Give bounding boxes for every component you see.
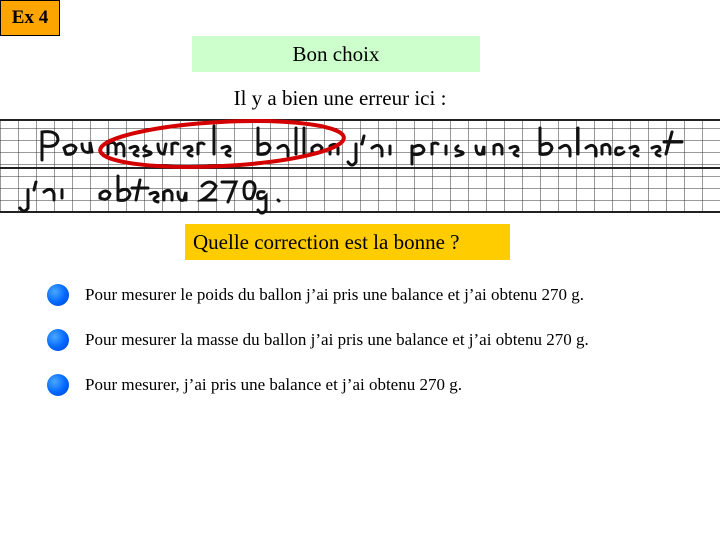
answer-option-2[interactable]: [47, 328, 707, 352]
answer-option-label: Pour mesurer la masse du ballon j’ai pris une balance et j’ai obtenu 270 g.: [85, 330, 589, 349]
handwritten-sentence-image: [0, 116, 720, 216]
answer-option-label: Pour mesurer, j’ai pris une balance et j’ai obtenu 270 g.: [85, 375, 462, 394]
answer-option-3[interactable]: [47, 373, 707, 397]
question-box: Quelle correction est la bonne ?: [185, 224, 510, 260]
exercise-badge: Ex 4: [0, 0, 60, 36]
answer-option-1[interactable]: [47, 283, 707, 307]
error-prompt: Il y a bien une erreur ici :: [233, 86, 447, 110]
radio-dot-icon[interactable]: [47, 374, 69, 396]
answer-option-label: Pour mesurer le poids du ballon j’ai pris une balance et j’ai obtenu 270 g.: [85, 285, 585, 304]
radio-dot-icon[interactable]: [47, 329, 69, 351]
answer-choices: [47, 283, 707, 418]
page-title: Bon choix: [192, 36, 480, 72]
radio-dot-icon[interactable]: [47, 284, 69, 306]
